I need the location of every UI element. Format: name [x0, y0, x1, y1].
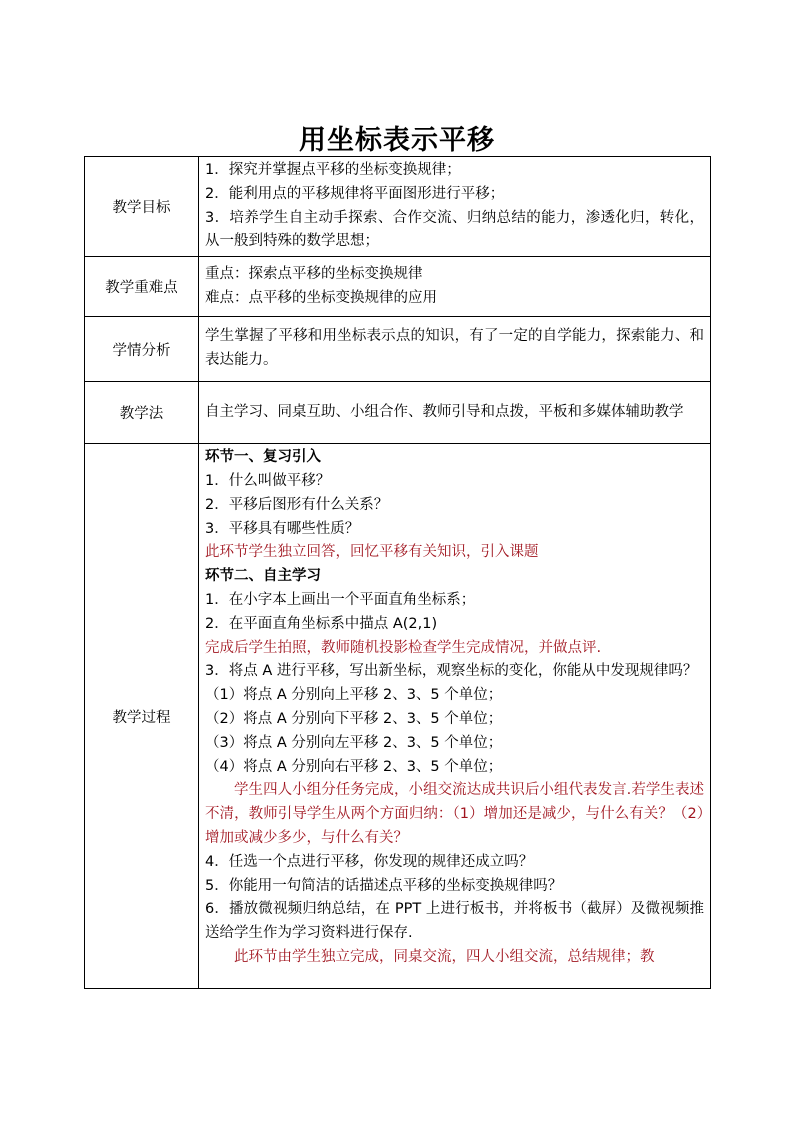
section1-q3: 3．平移具有哪些性质？: [205, 520, 360, 537]
row-label-methods: 教学法: [85, 382, 199, 444]
section2-step6: 6．播放微视频归纳总结，在 PPT 上进行板书，并将板书（截屏）及微视频推送给学生作为学习资料进行保存.: [205, 901, 704, 942]
goal-line-1: 1．探究并掌握点平移的坐标变换规律；: [205, 162, 461, 178]
section1-q2: 2．平移后图形有什么关系？: [205, 496, 389, 513]
lesson-plan-table: [84, 156, 711, 989]
section2-note3: 此环节由学生独立完成，同桌交流，四人小组交流，总结规律；教: [234, 948, 655, 965]
section2-step4: 4．任选一个点进行平移，你发现的规律还成立吗？: [205, 853, 534, 870]
section2-note1: 完成后学生拍照，教师随机投影检查学生完成情况，并做点评.: [205, 639, 602, 656]
methods-content: [199, 382, 711, 444]
section1-q1: 1．什么叫做平移？: [205, 472, 331, 489]
process-content: [199, 444, 711, 989]
table-row-analysis: [85, 317, 711, 382]
analysis-content: [199, 317, 711, 382]
page-title: 用坐标表示平移: [299, 125, 495, 156]
difficulty-line: 难点：点平移的坐标变换规律的应用: [205, 289, 437, 306]
row-label-process: 教学过程: [85, 444, 199, 989]
section2-sub4: （4）将点 A 分别向右平移 2、3、5 个单位；: [205, 758, 503, 775]
section2-heading: 环节二、自主学习: [205, 568, 321, 585]
analysis-text: 学生掌握了平移和用坐标表示点的知识，有了一定的自学能力，探索能力、和表达能力。: [205, 328, 704, 369]
table-row-goals: [85, 157, 711, 257]
goals-content: [199, 157, 711, 257]
row-label-analysis: 学情分析: [85, 317, 199, 382]
section2-step3: 3．将点 A 进行平移，写出新坐标，观察坐标的变化，你能从中发现规律吗？: [205, 663, 698, 680]
table-row-process: [85, 444, 711, 989]
section2-sub2: （2）将点 A 分别向下平移 2、3、5 个单位；: [205, 710, 503, 727]
process-body: [205, 446, 704, 985]
section2-step1: 1．在小字本上画出一个平面直角坐标系；: [205, 591, 476, 608]
goal-line-2: 2．能利用点的平移规律将平面图形进行平移；: [205, 185, 505, 202]
section2-step2: 2．在平面直角坐标系中描点 A(2,1): [205, 615, 438, 632]
row-label-key-points: 教学重难点: [85, 257, 199, 317]
key-points-content: [199, 257, 711, 317]
section1-heading: 环节一、复习引入: [205, 449, 321, 466]
table-row-methods: [85, 382, 711, 444]
table-row-key-points: [85, 257, 711, 317]
section2-sub3: （3）将点 A 分别向左平移 2、3、5 个单位；: [205, 734, 503, 751]
key-point-line: 重点：探索点平移的坐标变换规律: [205, 265, 423, 282]
methods-text: 自主学习、同桌互助、小组合作、教师引导和点拨，平板和多媒体辅助教学: [205, 403, 684, 420]
section1-note: 此环节学生独立回答，回忆平移有关知识，引入课题: [205, 544, 539, 561]
section2-step5: 5．你能用一句简洁的话描述点平移的坐标变换规律吗？: [205, 877, 563, 894]
row-label-goals: 教学目标: [85, 157, 199, 257]
section2-sub1: （1）将点 A 分别向上平移 2、3、5 个单位；: [205, 687, 503, 704]
goal-line-3: 3．培养学生自主动手探索、合作交流、归纳总结的能力，渗透化归，转化，从一般到特殊的数学思想；: [205, 209, 704, 250]
section2-note2: 学生四人小组分任务完成，小组交流达成共识后小组代表发言.若学生表述不清，教师引导学生从两个方面归纳：（1）增加还是减少，与什么有关？（2）增加或减少多少，与什么有关？: [205, 782, 704, 846]
